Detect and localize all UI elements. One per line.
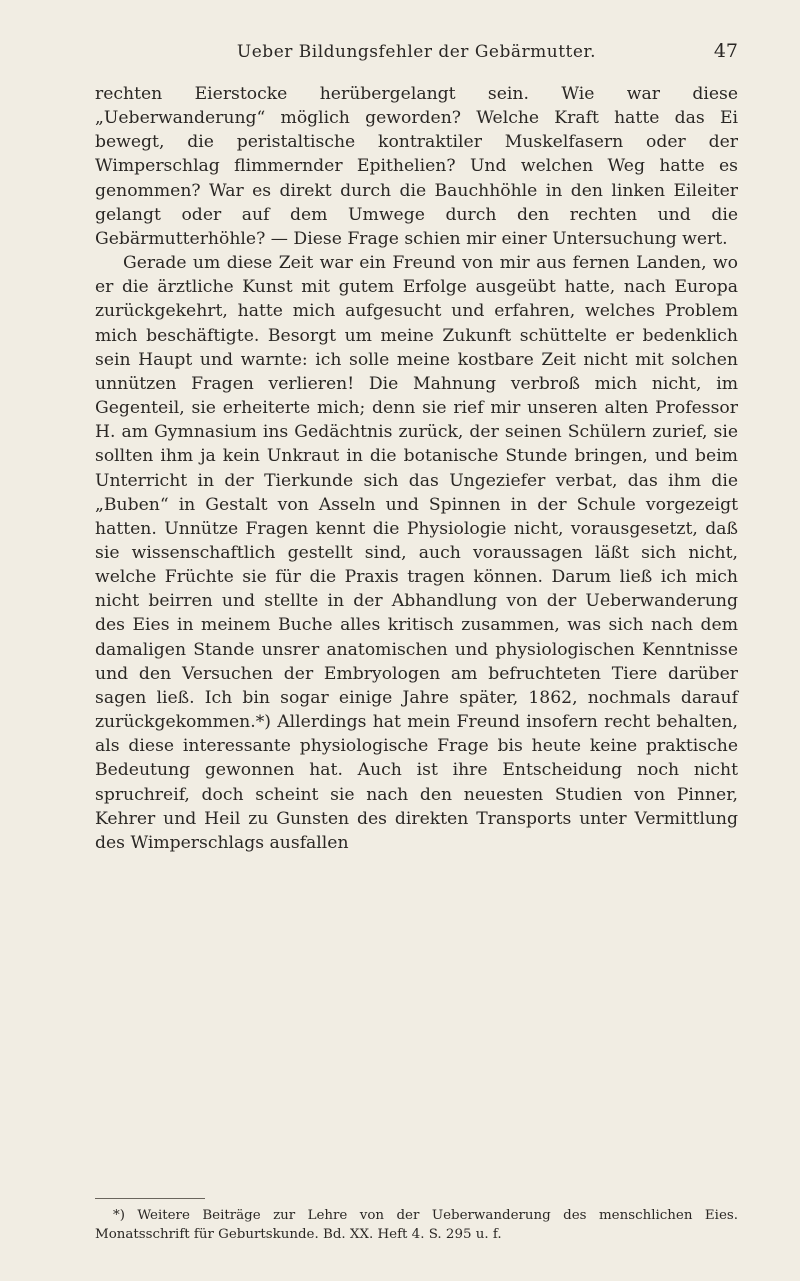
footnote: [95, 1206, 738, 1244]
paragraph-1: rechten Eierstocke herübergelangt sein. Wie war diese „Ueberwanderung“ möglich geworden? Welche Kraft hatte das Ei bewegt, die peristaltische kontraktiler Muskelfasern oder der Wimperschlag flimmernder Epithelien? Und welchen Weg hatte es genommen? War es direkt durch die Bauchhöhle in den linken Eileiter gelangt oder auf dem Umwege durch den rechten und die Gebärmutterhöhle? — Diese Frage schien mir einer Untersuchung wert.: [95, 84, 738, 249]
footnote-mark: *): [113, 1208, 125, 1223]
footnote-text: Weitere Beiträge zur Lehre von der Ueberwanderung des menschlichen Eies. Monatsschrift für Geburtskunde. Bd. XX. Heft 4. S. 295 u. f.: [95, 1208, 738, 1242]
page-number: 47: [713, 40, 738, 62]
footnote-divider: [95, 1198, 205, 1199]
main-text: [95, 82, 738, 855]
paragraph-2: Gerade um diese Zeit war ein Freund von mir aus fernen Landen, wo er die ärztliche Kunst mit gutem Erfolge ausgeübt hatte, nach Europa zurückgekehrt, hatte mich aufgesucht und erfahren, welches Problem mich beschäftigte. Besorgt um meine Zukunft schüttelte er bedenklich sein Haupt und warnte: ich solle meine kostbare Zeit nicht mit solchen unnützen Fragen verlieren! Die Mahnung verbroß mich nicht, im Gegenteil, sie erheiterte mich; denn sie rief mir unseren alten Professor H. am Gymnasium ins Gedächtnis zurück, der seinen Schülern zurief, sie sollten ihm ja kein Unkraut in die botanische Stunde bringen, und beim Unterricht in der Tierkunde sich das Ungeziefer verbat, das ihm die „Buben“ in Gestalt von Asseln und Spinnen in der Schule vorgezeigt hatten. Unnütze Fragen kennt die Physiologie nicht, vorausgesetzt, daß sie wissenschaftlich gestellt sind, auch voraussagen läßt sich nicht, welche Früchte sie für die Praxis tragen können. Darum ließ ich mich nicht beirren und stellte in der Abhandlung von der Ueberwanderung des Eies in meinem Buche alles kritisch zusammen, was sich nach dem damaligen Stande unsrer anatomischen und physiologischen Kenntnisse und den Versuchen der Embryologen am befruchteten Tiere darüber sagen ließ. Ich bin sogar einige Jahre später, 1862, nochmals darauf zurückgekommen.*) Allerdings hat mein Freund insofern recht behalten, als diese interessante physiologische Frage bis heute keine praktische Bedeutung gewonnen hat. Auch ist ihre Entscheidung noch nicht spruchreif, doch scheint sie nach den neuesten Studien von Pinner, Kehrer und Heil zu Gunsten des direkten Transports unter Vermittlung des Wimperschlags ausfallen: [95, 253, 738, 853]
running-header: [95, 40, 738, 66]
running-title: Ueber Bildungsfehler der Gebärmutter.: [236, 42, 597, 62]
